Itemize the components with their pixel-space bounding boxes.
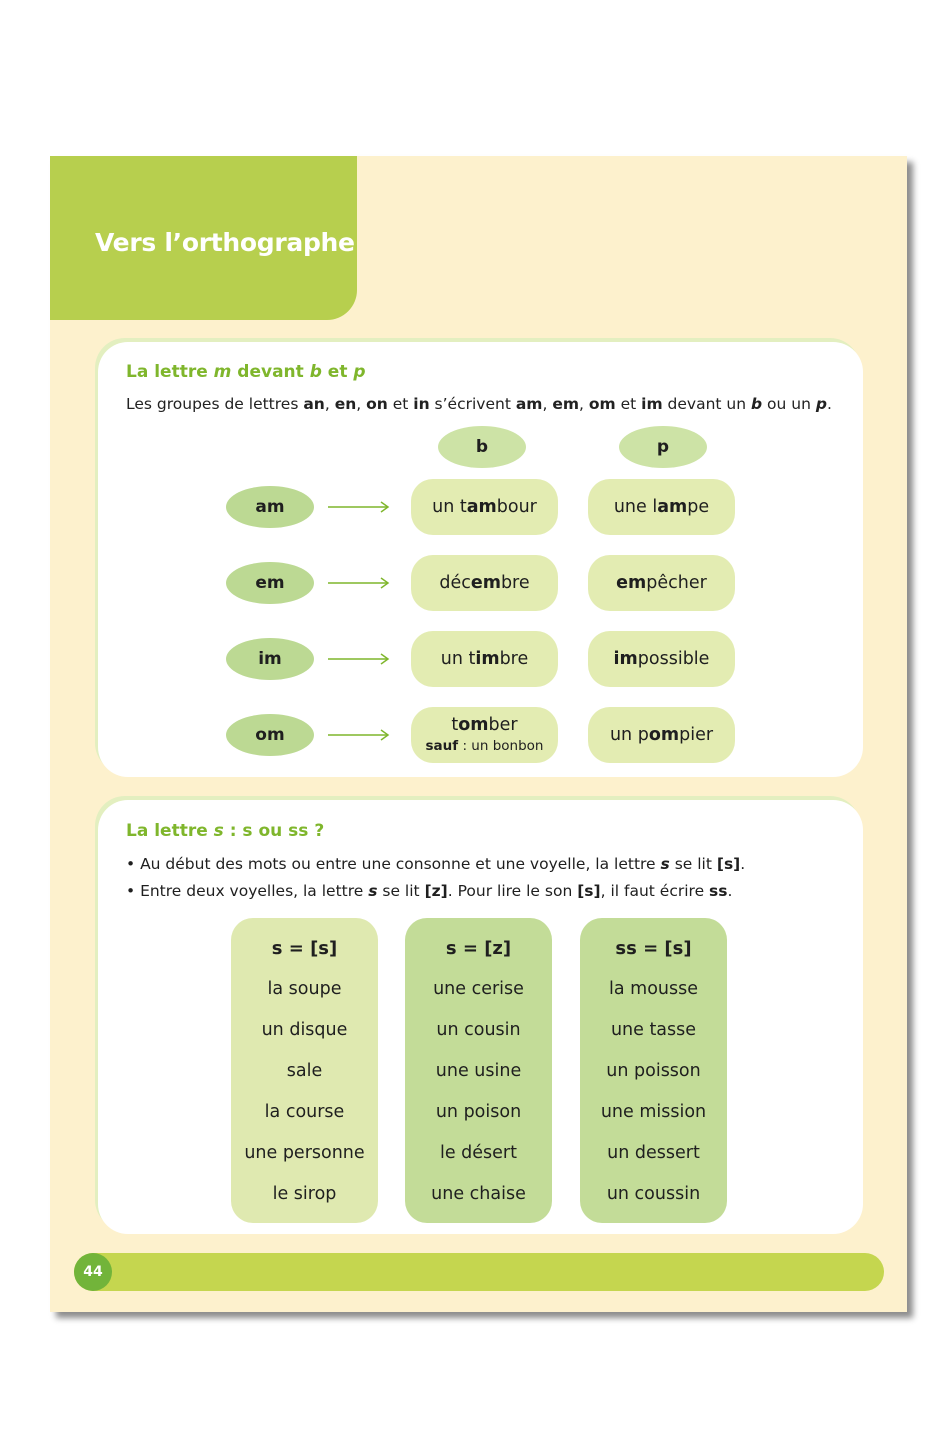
section-s-rules (126, 851, 745, 905)
word: un tambour (432, 496, 537, 517)
list-item: une chaise (431, 1184, 526, 1204)
column-header: s = [s] (271, 938, 338, 959)
list-item: un disque (261, 1020, 348, 1040)
page-number: 44 (74, 1253, 112, 1291)
section-s-title (126, 821, 324, 841)
list-item: la soupe (267, 979, 342, 999)
word: décembre (439, 572, 530, 593)
arrow-icon (328, 501, 390, 513)
list-item: un poison (435, 1102, 522, 1122)
intro-text: s’écrivent (429, 395, 516, 413)
list-item: la mousse (609, 979, 698, 999)
section-m-card (98, 342, 863, 777)
arrow-icon (328, 653, 390, 665)
section-s-card (98, 800, 863, 1234)
list-item: le désert (439, 1143, 517, 1163)
s-column-ss (580, 918, 727, 1223)
group-em: em (226, 562, 314, 604)
intro-group: em (552, 395, 579, 413)
rule-bullet: • Entre deux voyelles, la lettre s se lit [z]. Pour lire le son [s], il faut écrire ss. (126, 882, 733, 900)
rule-bullet: • Au début des mots ou entre une consonne et une voyelle, la lettre s se lit [s]. (126, 855, 746, 873)
intro-group: in (413, 395, 430, 413)
intro-text: . (826, 395, 832, 413)
column-p-header: p (619, 426, 707, 468)
intro-text: et (387, 395, 414, 413)
arrow-icon (328, 577, 390, 589)
intro-letter: p (815, 395, 827, 413)
column-header: ss = [s] (615, 938, 692, 959)
list-item: le sirop (272, 1184, 337, 1204)
intro-text: devant un (662, 395, 751, 413)
title-letter: p (353, 362, 366, 382)
intro-group: im (641, 395, 663, 413)
s-column-s (231, 918, 378, 1223)
list-item: une mission (600, 1102, 707, 1122)
word-p-om (588, 707, 735, 763)
exception-note: sauf : un bonbon (425, 738, 544, 755)
intro-text: ou un (762, 395, 816, 413)
column-b-header: b (438, 426, 526, 468)
group-om: om (226, 714, 314, 756)
title-text: devant (231, 362, 310, 382)
list-item: une tasse (610, 1020, 697, 1040)
column-header: s = [z] (445, 938, 512, 959)
intro-group: am (515, 395, 543, 413)
intro-group: on (366, 395, 388, 413)
intro-group: om (588, 395, 616, 413)
list-item: un cousin (436, 1020, 521, 1040)
title-tab (50, 156, 357, 320)
intro-letter: b (751, 395, 763, 413)
list-item: une personne (244, 1143, 365, 1163)
list-item: un dessert (607, 1143, 700, 1163)
section-m-title (126, 362, 366, 382)
arrow-icon (328, 729, 390, 741)
title-text: La lettre (126, 362, 214, 382)
section-m-intro (126, 395, 832, 413)
intro-group: an (303, 395, 325, 413)
intro-text: , (356, 395, 367, 413)
intro-group: en (334, 395, 357, 413)
page-title: Vers l’orthographe (95, 228, 355, 257)
footer-bar (74, 1253, 884, 1291)
list-item: une cerise (433, 979, 524, 999)
intro-text: et (615, 395, 642, 413)
word: impossible (613, 648, 710, 669)
group-im: im (226, 638, 314, 680)
page (50, 156, 907, 1312)
intro-text: , (324, 395, 335, 413)
list-item: sale (286, 1061, 323, 1081)
word: un timbre (440, 648, 529, 669)
word-b-em (411, 555, 558, 611)
intro-text: , (542, 395, 553, 413)
word-p-am (588, 479, 735, 535)
title-letter: b (309, 362, 322, 382)
word: un pompier (609, 724, 714, 745)
list-item: une usine (435, 1061, 522, 1081)
word-p-em (588, 555, 735, 611)
intro-text: , (579, 395, 589, 413)
word-p-im (588, 631, 735, 687)
list-item: un coussin (606, 1184, 701, 1204)
title-letter: m (213, 362, 232, 382)
word: empêcher (616, 572, 707, 593)
word: une lampe (613, 496, 710, 517)
title-text: : s ou ss ? (223, 821, 325, 841)
word-b-om (411, 707, 558, 763)
list-item: la course (264, 1102, 345, 1122)
intro-text: Les groupes de lettres (126, 395, 304, 413)
list-item: un poisson (606, 1061, 701, 1081)
title-text: et (321, 362, 354, 382)
word: tomber (451, 715, 518, 736)
title-text: La lettre (126, 821, 214, 841)
word-b-am (411, 479, 558, 535)
title-letter: s (213, 821, 224, 841)
group-am: am (226, 486, 314, 528)
word-b-im (411, 631, 558, 687)
s-column-z (405, 918, 552, 1223)
